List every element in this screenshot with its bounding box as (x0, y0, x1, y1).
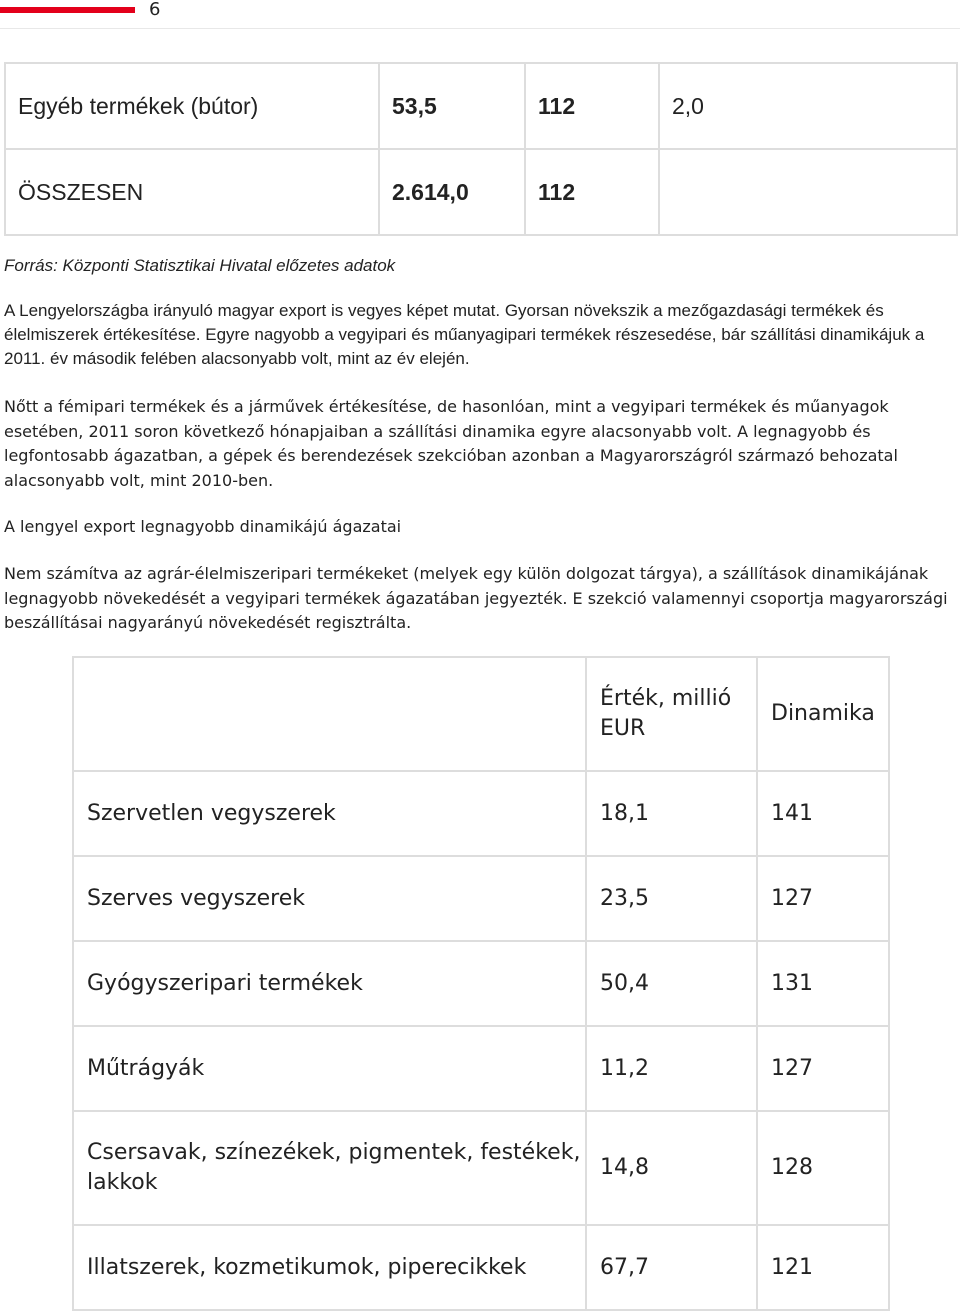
table-cell: 131 (757, 941, 889, 1026)
table-header-cell: Érték, millió EUR (586, 657, 757, 771)
table-cell: Egyéb termékek (bútor) (5, 63, 379, 149)
table-cell: 128 (757, 1111, 889, 1225)
table-cell: 67,7 (586, 1225, 757, 1310)
table-row (73, 1026, 889, 1111)
section-heading: A lengyel export legnagyobb dinamikájú ágazatai (4, 517, 402, 536)
table-row (73, 856, 889, 941)
table-cell (659, 149, 957, 235)
table-cell: Illatszerek, kozmetikumok, piperecikkek (73, 1225, 586, 1310)
table-cell: 2,0 (659, 63, 957, 149)
table-cell: 121 (757, 1225, 889, 1310)
table-cell: Gyógyszeripari termékek (73, 941, 586, 1026)
table-cell: 11,2 (586, 1026, 757, 1111)
sector-dynamics-table (72, 656, 890, 1311)
table-cell: ÖSSZESEN (5, 149, 379, 235)
table-header-cell: Dinamika (757, 657, 889, 771)
table-row (5, 63, 957, 149)
table-cell: Szerves vegyszerek (73, 856, 586, 941)
table-cell: 53,5 (379, 63, 525, 149)
table-cell: 127 (757, 856, 889, 941)
table-cell: 112 (525, 149, 659, 235)
table-row (73, 1225, 889, 1310)
table-cell: Szervetlen vegyszerek (73, 771, 586, 856)
source-note: Forrás: Központi Statisztikai Hivatal előzetes adatok (4, 256, 396, 275)
table-row (73, 1111, 889, 1225)
page-header (0, 0, 960, 30)
table-cell: 127 (757, 1026, 889, 1111)
table-cell: 18,1 (586, 771, 757, 856)
table-row (73, 941, 889, 1026)
table-cell: Műtrágyák (73, 1026, 586, 1111)
table-header-row (73, 657, 889, 771)
header-divider (0, 28, 960, 29)
table-row (5, 149, 957, 235)
table-cell: 23,5 (586, 856, 757, 941)
table-cell: 14,8 (586, 1111, 757, 1225)
export-summary-table (4, 62, 958, 236)
table-header-cell (73, 657, 586, 771)
table-cell: 112 (525, 63, 659, 149)
table-cell: 2.614,0 (379, 149, 525, 235)
paragraph: A Lengyelországba irányuló magyar export is vegyes képet mutat. Gyorsan növekszik a mezőgazdasági termékek és élelmiszerek értékesítése. Egyre nagyobb a vegyipari és műanyagipari termékek részesedése, bár szállítási dinamikájuk a 2011. év második felében alacsonyabb volt, mint az év elején. (4, 301, 925, 368)
page-number: 6 (149, 0, 161, 20)
table-cell: 50,4 (586, 941, 757, 1026)
header-accent-bar (0, 7, 135, 13)
table-cell: 141 (757, 771, 889, 856)
table-row (73, 771, 889, 856)
paragraph: Nőtt a fémipari termékek és a járművek értékesítése, de hasonlóan, mint a vegyipari termékek és műanyagok esetében, 2011 soron következő hónapjaiban a szállítási dinamika egyre alacsonyabb volt. A legnagyobb és legfontosabb ágazatban, a gépek és berendezések szekcióban azonban a Magyarországról származó behozatal alacsonyabb volt, mint 2010-ben. (4, 397, 898, 490)
table-cell: Csersavak, színezékek, pigmentek, festékek, lakkok (73, 1111, 586, 1225)
paragraph: Nem számítva az agrár-élelmiszeripari termékeket (melyek egy külön dolgozat tárgya), a szállítások dinamikájának legnagyobb növekedését a vegyipari termékek ágazatában jegyezték. E szekció valamennyi csoportja magyarországi beszállításai nagyarányú növekedését regisztrálta. (4, 564, 948, 632)
